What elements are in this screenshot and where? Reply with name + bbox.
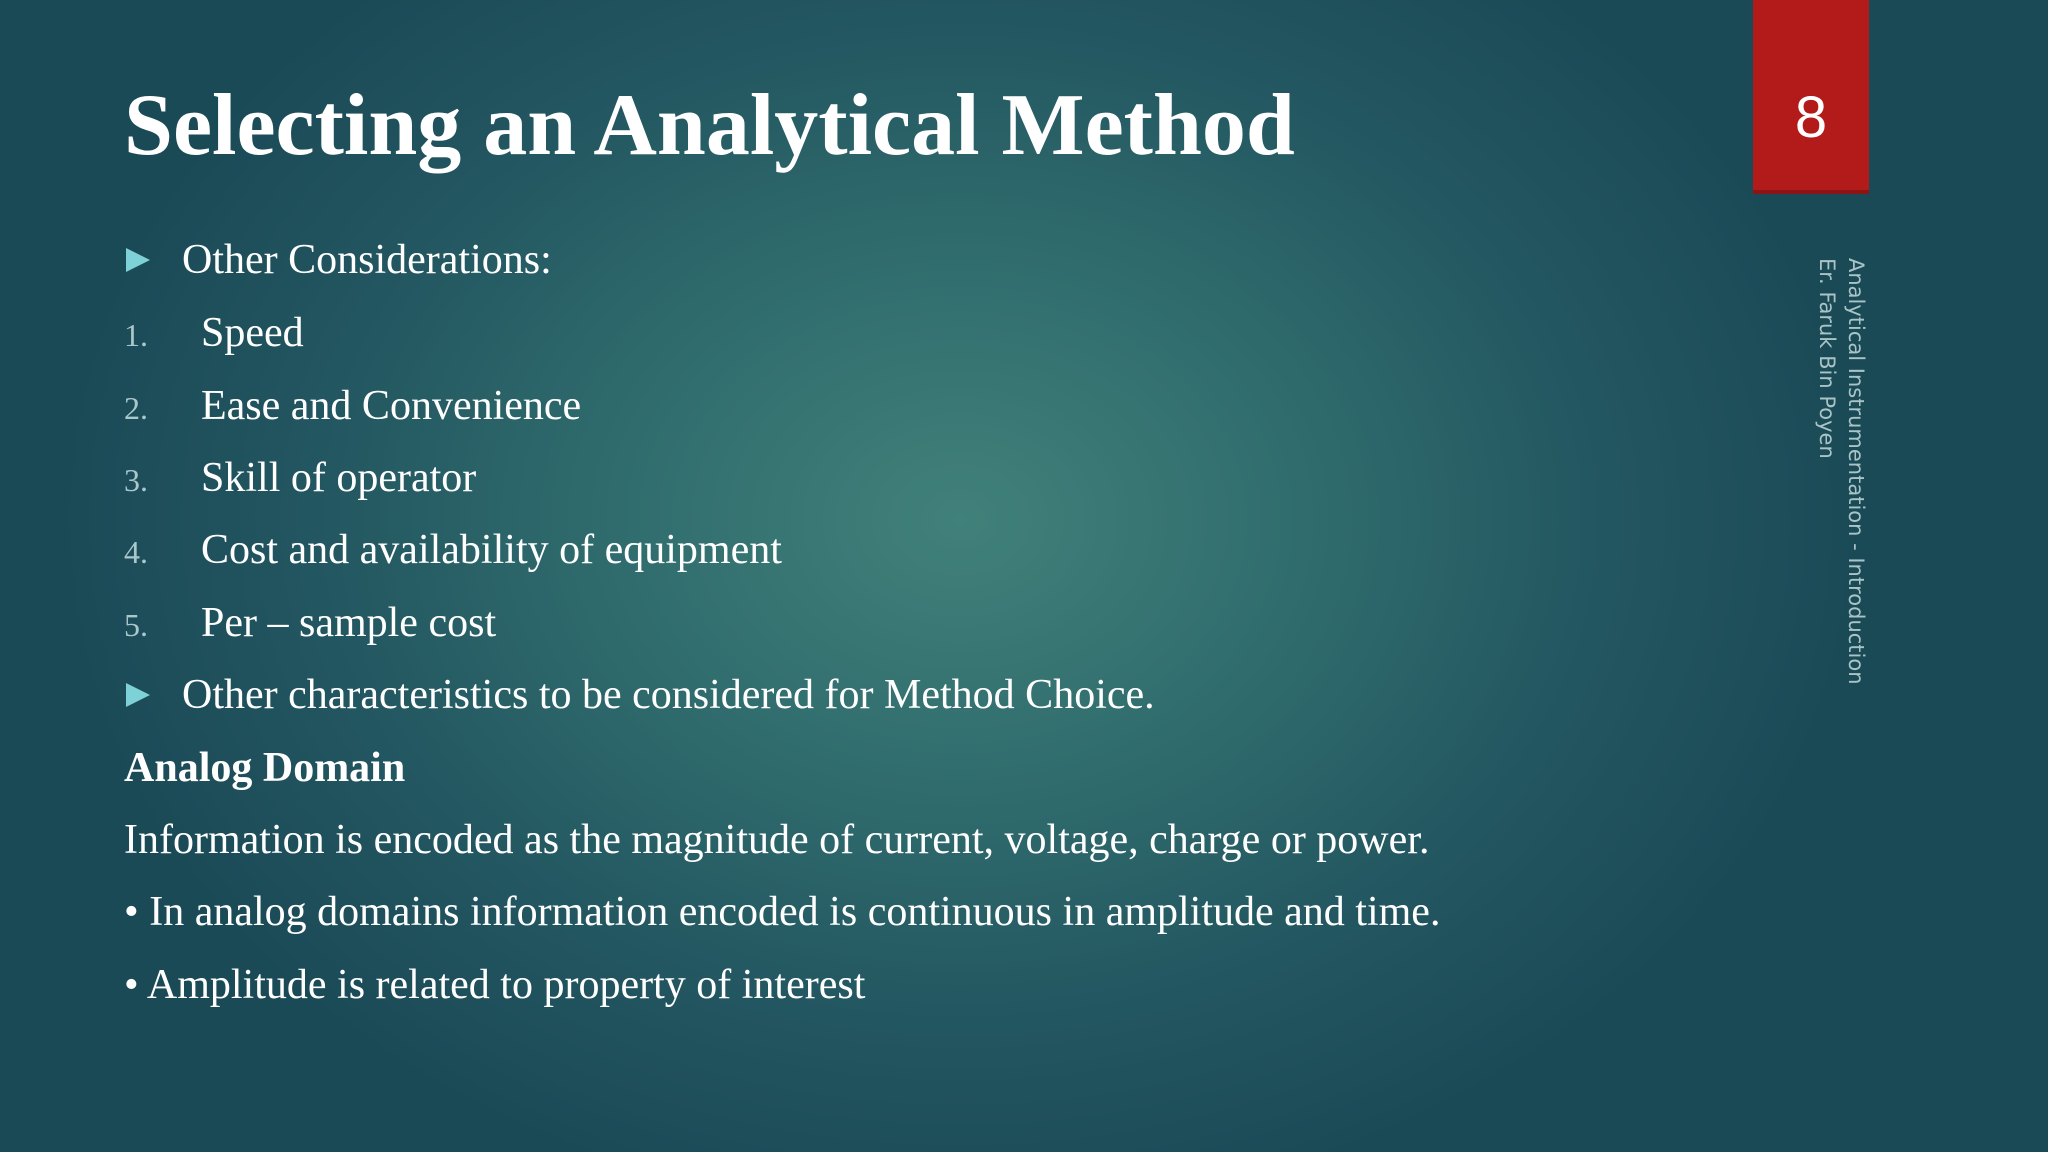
triangle-right-icon xyxy=(126,683,150,707)
analog-line: • Amplitude is related to property of interest xyxy=(124,962,866,1008)
item-number: 4. xyxy=(124,534,148,570)
slide-title: Selecting an Analytical Method xyxy=(124,77,1295,174)
triangle-right-icon xyxy=(126,248,150,272)
item-text: Ease and Convenience xyxy=(201,383,582,429)
item-number: 3. xyxy=(124,462,148,498)
slide-number-badge xyxy=(1753,0,1869,190)
item-number: 1. xyxy=(124,317,148,353)
item-text: Speed xyxy=(201,310,304,356)
item-number: 2. xyxy=(124,390,148,426)
analog-line: • In analog domains information encoded is continuous in amplitude and time. xyxy=(124,889,1441,935)
item-text: Per – sample cost xyxy=(201,600,497,646)
item-number: 5. xyxy=(124,607,148,643)
bullet-text: Other characteristics to be considered for Method Choice. xyxy=(182,672,1155,718)
item-text: Cost and availability of equipment xyxy=(201,527,782,573)
slide-number: 8 xyxy=(1794,85,1828,150)
item-text: Skill of operator xyxy=(201,455,477,501)
footer-course-title: Analytical Instrumentation - Introduction xyxy=(1844,258,1868,685)
analog-line: Information is encoded as the magnitude of current, voltage, charge or power. xyxy=(124,817,1430,863)
bullet-text: Other Considerations: xyxy=(182,237,552,283)
analog-domain-heading: Analog Domain xyxy=(124,745,406,791)
side-footer xyxy=(1812,258,1870,685)
footer-author: Er. Faruk Bin Poyen xyxy=(1815,258,1839,459)
